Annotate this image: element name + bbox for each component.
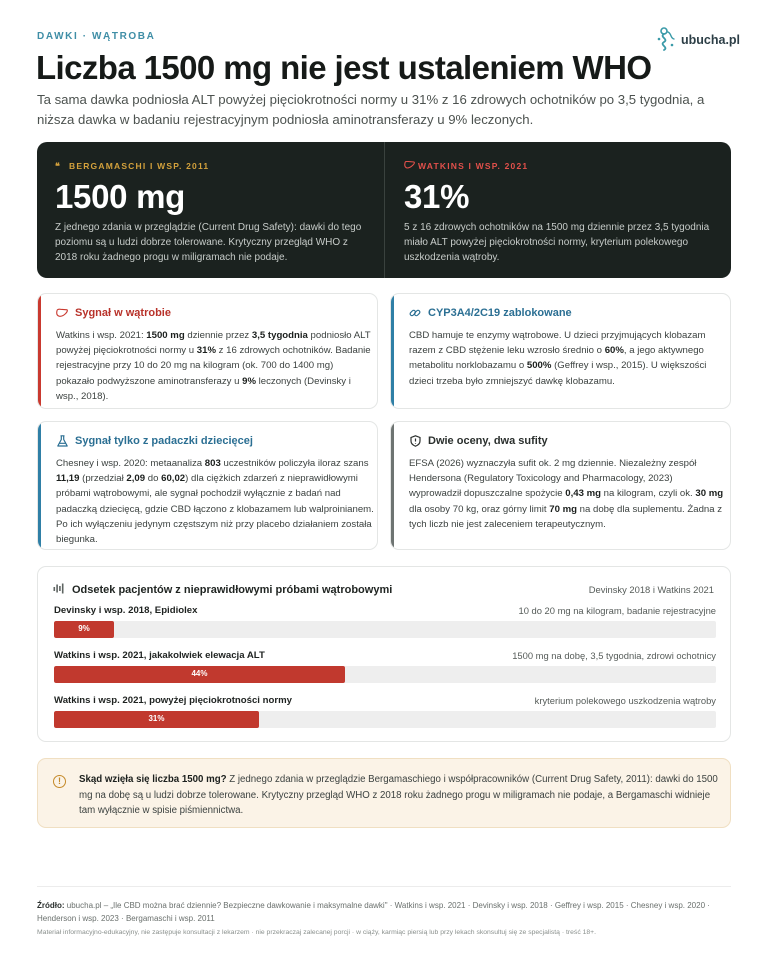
bar-value-label: 31% [148, 714, 165, 723]
liver-tests-chart [37, 566, 731, 742]
note-text: Skąd wzięła się liczba 1500 mg? Z jednego zdania w przeglądzie Bergamaschiego i współpracowników (Current Drug Safety, 2011): dawki do 1500 mg na dobę są u ludzi dobrze tolerowane. Krytyczny przegląd WHO z 2018 roku żadnego progu w miligramach nie podaje, a Bergamaschi widnieje tam wyłącznie w spisie piśmiennictwa. [79, 774, 718, 816]
card-accent-bar [38, 294, 41, 408]
stat-value: 1500 mg [55, 178, 185, 215]
bar-value-label: 44% [191, 669, 208, 678]
bar-chart-icon [53, 583, 64, 597]
liver-icon [404, 161, 415, 171]
stat-description: Z jednego zdania w przeglądzie (Current Drug Safety): dawki do tego poziomu są u ludzi dobrze tolerowane. Krytyczny przegląd WHO z 2018 roku żadnego progu w miligramach nie podaje. [55, 222, 362, 263]
stat-source: WATKINS I WSP. 2021 [404, 161, 528, 171]
bar-label: Watkins i wsp. 2021, jakakolwiek elewacja ALT [54, 650, 265, 661]
bar-note: kryterium polekowego uszkodzenia wątroby [534, 695, 716, 706]
sources: Źródło: ubucha.pl – „Ile CBD można brać dziennie? Bezpieczne dawkowanie i maksymalne dawki" · Watkins i wsp. 2021 · Devinsky i wsp. 2018 · Geffrey i wsp. 2015 · Chesney i wsp. 2020 · Henderson i wsp. 2023 · Bergamaschi i wsp. 2011 [37, 901, 710, 923]
kicker: DAWKI · WĄTROBA [37, 31, 156, 42]
chart-title: Odsetek pacjentów z nieprawidłowymi próbami wątrobowymi [53, 583, 392, 597]
card-cyp-blocked [390, 293, 731, 409]
bar-track [54, 711, 716, 728]
stat-watkins [404, 142, 724, 278]
bar-note: 10 do 20 mg na kilogram, badanie rejestracyjne [518, 605, 716, 616]
origin-note [37, 758, 731, 828]
stat-description: 5 z 16 zdrowych ochotników na 1500 mg dziennie przez 3,5 tygodnia miało ALT powyżej pięciokrotności normy, kryterium polekowego uszkodzenia wątroby. [404, 222, 710, 263]
key-stats-panel [37, 142, 731, 278]
card-title: Sygnał w wątrobie [56, 307, 171, 319]
shield-icon [409, 435, 421, 447]
flask-icon [56, 435, 68, 447]
card-accent-bar [391, 422, 394, 549]
kombucha-logo-icon [655, 26, 677, 52]
bar-label: Devinsky i wsp. 2018, Epidiolex [54, 605, 198, 616]
liver-icon [56, 307, 68, 319]
bar-label: Watkins i wsp. 2021, powyżej pięciokrotności normy [54, 695, 292, 706]
card-title: CYP3A4/2C19 zablokowane [409, 307, 572, 319]
brand-name: ubucha.pl [681, 33, 741, 47]
page-title: Liczba 1500 mg nie jest ustaleniem WHO [36, 49, 652, 86]
footer-divider [37, 886, 731, 887]
card-accent-bar [38, 422, 41, 549]
card-body: Chesney i wsp. 2020: metaanaliza 803 uczestników policzyła iloraz szans 11,19 (przedział 2,09 do 60,02) dla ciężkich zdarzeń z nieprawidłowymi próbami wątrobowymi, ale sygnał pochodził wyłącznie z badań nad padaczką dziecięcą, gdzie CBD łączono z klobazamem lub walproinianem. Po ich wyłączeniu jedynym częstszym niż przy placebo działaniem została biegunka. [56, 458, 374, 546]
stats-divider [384, 142, 385, 278]
card-pediatric-signal [37, 421, 378, 550]
card-title: Dwie oceny, dwa sufity [409, 435, 548, 447]
card-liver-signal [37, 293, 378, 409]
warning-icon: ! [53, 775, 66, 788]
stat-bergamaschi [55, 142, 375, 278]
bar-track [54, 621, 716, 638]
card-body: EFSA (2026) wyznaczyła sufit ok. 2 mg dziennie. Niezależny zespół Hendersona (Regulatory Toxicology and Pharmacology, 2023) wyprowadził dopuszczalne spożycie 0,43 mg na kilogram, czyli ok. 30 mg dla osoby 70 kg, oraz górny limit 70 mg na dobę dla suplementu. Żadna z tych liczb nie jest zaleceniem terapeutycznym. [409, 458, 724, 530]
chart-source: Devinsky 2018 i Watkins 2021 [588, 584, 714, 595]
page-subtitle: Ta sama dawka podniosła ALT powyżej pięciokrotności normy u 31% z 16 zdrowych ochotników po 3,5 tygodnia, a niższa dawka w badaniu rejestracyjnym podniosła aminotransferazy u 9% leczonych. [37, 92, 705, 127]
stat-value: 31% [404, 178, 470, 215]
card-accent-bar [391, 294, 394, 408]
quote-icon: ❝ [55, 161, 62, 171]
card-body: Watkins i wsp. 2021: 1500 mg dziennie przez 3,5 tygodnia podniosło ALT powyżej pięciokrotności normy u 31% z 16 zdrowych ochotników. Badanie rejestracyjne przy 10 do 20 mg na kilogram (ok. 700 do 1400 mg) pokazało podwyższone aminotransferazy u 9% leczonych (Devinsky i wsp., 2018). [56, 330, 371, 402]
disclaimer: Materiał informacyjno-edukacyjny, nie zastępuje konsultacji z lekarzem · nie przekraczaj zalecanej porcji · w ciąży, karmiąc piersią lub przy lekach skonsultuj się ze specjalistą · treść 18+. [37, 929, 597, 936]
bar-track [54, 666, 716, 683]
brand-logo[interactable] [655, 26, 741, 54]
bar-value-label: 9% [78, 624, 90, 633]
link-icon [409, 307, 421, 319]
card-body: CBD hamuje te enzymy wątrobowe. U dzieci przyjmujących klobazam razem z CBD stężenie leku wzrosło średnio o 60%, a jego aktywnego metabolitu norklobazamu o 500% (Geffrey i wsp., 2015). U większości dzieci trzeba było zmniejszyć dawkę klobazamu. [409, 330, 707, 387]
card-title: Sygnał tylko z padaczki dziecięcej [56, 435, 253, 447]
card-two-ceilings [390, 421, 731, 550]
stat-source: ❝ BERGAMASCHI I WSP. 2011 [55, 161, 210, 171]
bar-note: 1500 mg na dobę, 3,5 tygodnia, zdrowi ochotnicy [512, 650, 716, 661]
